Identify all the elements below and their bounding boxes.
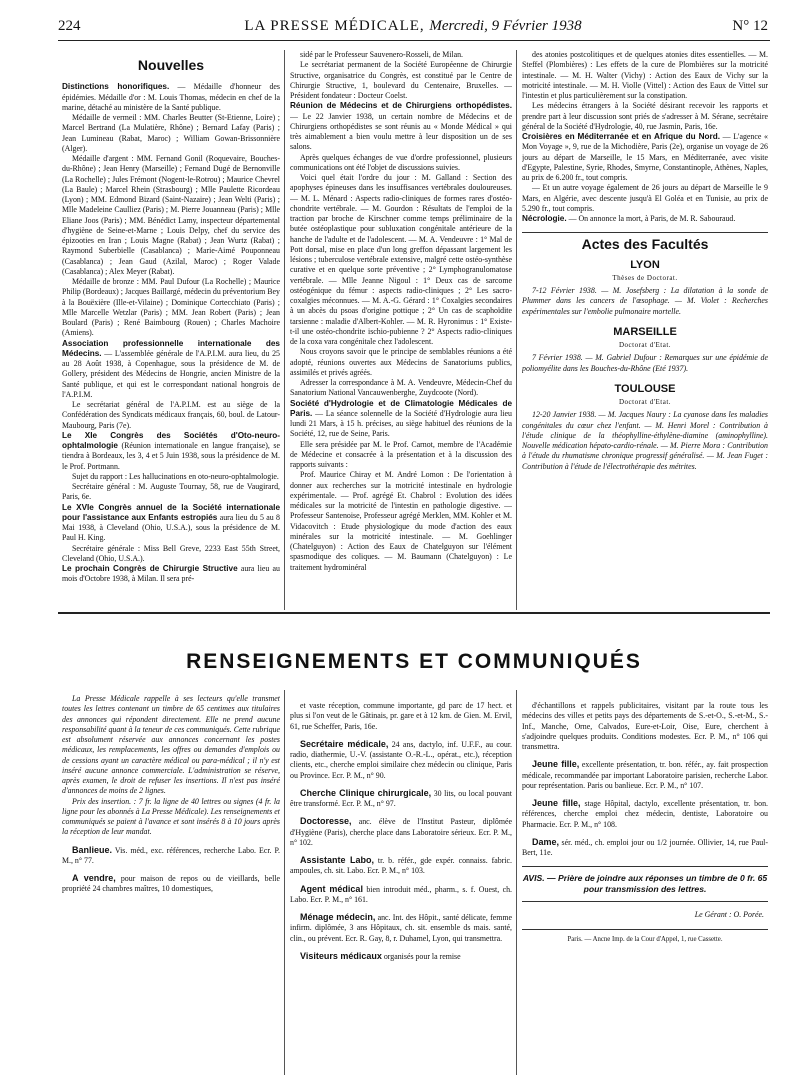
- news-item: [290, 50, 512, 60]
- news-item: [522, 183, 768, 214]
- section-rule: [522, 232, 768, 233]
- news-item: [62, 154, 280, 277]
- news-item-text: Secrétaire général : M. Auguste Tournay, 58, rue de Vaugirard, Paris, 6e.: [62, 482, 280, 502]
- news-item-heading: Croisières en Méditerranée et en Afrique du Nord.: [522, 132, 720, 141]
- news-item-text: — Et un autre voyage également de 26 jours au départ de Marseille le 9 Mars, en Algérie, avec descente jusqu'à El Goléa et en Tunisie, au prix de 5.290 fr., tout compris.: [522, 183, 768, 213]
- classified-ad-text: excellente présentation, tr. bon. référ., ay. fait prospection médicale, recommandée par important Laboratoire parisien, recherche Labor. pour représentation. Paris ou banlieue. Ecr. P. M., n° 107.: [522, 760, 768, 790]
- faculty-theses: 7 Février 1938. — M. Gabriel Dufour : Remarques sur une épidémie de poliomyélite dans les Bouches-du-Rhône (Eté 1937).: [522, 353, 768, 373]
- classified-ad: [290, 884, 512, 906]
- classified-ad-heading: Banlieue.: [72, 844, 113, 855]
- news-item-heading: Distinctions honorifiques.: [62, 82, 170, 92]
- classified-ad: [290, 739, 512, 781]
- classified-ad-heading: Cherche Clinique chirurgicale,: [300, 787, 432, 798]
- classified-ad-heading: Assistante Labo,: [300, 855, 374, 865]
- nouvelles-col2-items: [290, 50, 512, 573]
- news-item: [62, 113, 280, 154]
- news-item-text: Médaille de vermeil : MM. Charles Beutter (St-Etienne, Loire) ; Marcel Bertrand (La Mulatière, Rhône) ; Bernard Lafay (Paris) ; Jean Lumineau (Rabat, Maroc) ; William Gowan-Brissonnière (Alger).: [62, 113, 280, 153]
- news-item-heading: Le XVIe Congrès annuel de la Société internationale pour l'assistance aux Enfants estropiés: [62, 502, 280, 522]
- news-item-heading: Société d'Hydrologie et de Climatologie Médicales de Paris.: [290, 398, 512, 418]
- news-item: [290, 347, 512, 378]
- news-item-text: Le secrétariat général de l'A.P.I.M. est au siège de la Confédération des Syndicats médicaux français, 60, boul. de Latour-Maubourg, Paris (7e).: [62, 400, 280, 430]
- news-item: [290, 399, 512, 440]
- classified-list-1: [62, 845, 280, 895]
- faculty-city: LYON: [630, 258, 660, 271]
- classified-ad-heading: Visiteurs médicaux: [300, 950, 382, 961]
- column-divider: [516, 50, 517, 610]
- nouvelles-title: Nouvelles: [137, 58, 205, 73]
- news-item: [62, 482, 280, 503]
- news-item: [62, 503, 280, 544]
- news-item: [62, 82, 280, 113]
- news-item-text: Médaille d'argent : MM. Fernand Gonil (Roquevaire, Bouches-du-Rhône) ; Jean Henry (Marseille) ; Fernand Dugé de Bernonville (La Rochelle) ; Jules Frémont (Nogent-le-Rotrou) ; Maurice Chevrel (La Baule) ; Marcel Rhein (Strasbourg) ; Mlle Paulette Ricordeau (Lyon) ; MM. Edmond Bizard (Saint-Nazaire) ; Jean Welti (Paris) ; Mlle Madeleine Caulliez (Paris) ; M. Pierre Jouanneau (Paris) ; Mlle Eliane Joos (Paris) ; MM. Bénédict Lamy, inspecteur départemental d'hygiène de Seine-et-Marne ; Louis Delpy, chef du service des épizooties en Iran ; Louis Magne (Rabat) ; Jean Wurtz (Rabat) ; Raymond Suberbielle (Casablanca) ; Marie-Aimé Pouponneau (Casablanca) ; Jean Gaud (Azilal, Maroc) ; Roger Valade (Casablanca) ; Alex Meyer (Rabat).: [62, 154, 280, 276]
- classified-list-2: [290, 701, 512, 962]
- intro-notice: La Presse Médicale rappelle à ses lecteurs qu'elle transmet toutes les lettres contenant un timbre de 65 centimes aux titulaires des annonces qui répondent directement. Elle ne prend aucune responsabilité quant à la teneur de ces communiqués. Cette rubrique est absolument réservée aux annonces concernant les postes médicaux, les remplacements, les offres ou demandes d'emplois ou de cessions ayant un caractère médical ou para-médical ; il n'y est inséré aucune annonce commerciale. L'administration se réserve, après examen, le droit de refuser les insertions. Il n'est pas inséré d'annonces de moins de 2 lignes.: [62, 694, 280, 796]
- actes-title: Actes des Facultés: [581, 236, 709, 253]
- news-item-text: Elle sera présidée par M. le Prof. Carnot, membre de l'Académie de Médecine et consacrée à la présentation et à la discussion des rapports suivants :: [290, 439, 512, 469]
- classified-ad-text: 30 lits, ou local pouvant être transformé. Ecr. P. M., n° 97.: [290, 788, 512, 808]
- news-item: [62, 544, 280, 565]
- journal-name: LA PRESSE MÉDICALE,: [244, 18, 425, 34]
- page-number: 224: [58, 18, 81, 34]
- classified-ad-heading: Secrétaire médicale,: [300, 738, 389, 749]
- news-item: [62, 339, 280, 401]
- faculty-list: [522, 260, 768, 472]
- issue-date: Mercredi, 9 Février 1938: [429, 18, 582, 34]
- news-item: [62, 431, 280, 472]
- news-item-heading: Réunion de Médecins et de Chirurgiens orthopédistes.: [290, 101, 512, 111]
- nouvelles-column-2: [290, 50, 512, 606]
- classified-ad-text: anc. Int. des Hôpit., santé délicate, femme infirm. diplômée, 3 ans Hôpitaux, ch. sit. ensemble ds mais. santé, clin., ou prévent. Ecr. R. Gay, 8, r. Duhamel, Lyon, qui transmettra.: [290, 913, 512, 943]
- news-item-text: Voici quel était l'ordre du jour : M. Galland : Section des apophyses épineuses dans les insuffisances vertébrales douloureuses. — M. L. Ménard : Aspects radio-cliniques de formes rares d'ostéo-chondrite vertébrale. — M. Gourdon : Résultats de l'emploi de la traction par broche de Kirschner comme temps préliminaire de la butée ostéoplastique pour subluxation congénitale antérieure de la hanche de l'adulte et de l'adolescent. — M. A. Vendeuvre : 1° Mal de Pott dorsal, mise en place d'un long greffon dépassant largement les lésions ; tuberculose vertébrale extensive, malgré cette ostéo-synthèse curative et en quelque sorte préventive ; 2° Lymphogranulomatose vertébrale. — Mlle Jeanne Nigoul : 1° Deux cas de sarcome ostéogénique du fémur : aspects radio-cliniques ; 2° Les sacro-coxalgies méconnues. — M. A.-G. Gérard : 1° Coxalgies secondaires à un abcès du psoas d'origine pottique ; 2° Un cas de scaphoïdite tarsienne : maladie d'Albert-Kohler. — M. R. Hyronimus : 1° Existe-t-il une ostéo-chondrite ischio-pubienne ? 2° Aspects radio-cliniques de la coxa vara congénitale chez l'adolescent.: [290, 173, 512, 346]
- classified-ad-text: organisés pour la remise: [383, 951, 461, 961]
- news-item: [62, 277, 280, 339]
- classified-ad-heading: Dame,: [532, 836, 560, 847]
- news-item: [522, 132, 768, 183]
- printer-imprint: Paris. — Ancne Imp. de la Cour d'Appel, 1, rue Cassette.: [522, 929, 768, 945]
- classified-ad: [290, 912, 512, 944]
- classified-ad-heading: Jeune fille,: [532, 759, 580, 770]
- news-item-heading: Le XIe Congrès des Sociétés d'Oto-neuro-ophtalmologie: [62, 430, 280, 450]
- page-header: [58, 18, 768, 40]
- column-divider: [284, 690, 285, 1075]
- nouvelles-column-3: [522, 50, 768, 606]
- news-item: [290, 440, 512, 471]
- classified-ad: [290, 855, 512, 877]
- news-item-text: (Réunion internationale en langue française), se tiendra à Bordeaux, les 3, 4 et 5 Juin 1938, sous la présidence de M. le Prof. Portmann.: [62, 441, 280, 471]
- classified-ad-heading: Ménage médecin,: [300, 912, 376, 922]
- price-notice: Prix des insertion. : 7 fr. la ligne de 40 lettres ou signes (4 fr. la ligne pour les abonnés à La Presse Médicale). Les renseignements et communiqués se paient à l'avance et sont insérés 8 à 10 jours après la réception de leur mandat.: [62, 796, 280, 837]
- renseignements-column-2: [290, 694, 512, 1074]
- section-divider: [58, 612, 770, 614]
- news-item-text: Prof. Maurice Chiray et M. André Lomon : De l'orientation à donner aux recherches sur la motricité intestinale en hydrologie expérimentale. — Prof. agrégé Et. Chabrol : Evolution des idées médicales sur la motricité de l'intestin en pathologie digestive. — Professeur Santenoise, Professeur agrégé Merklen, MM. Kohler et M. Vidacovitch : Etude physiologique du mode d'action des eaux minérales sur la motricité intestinale. — M. Goehlinger (Chatelguyon) : Action des Eaux de Chatelguyon sur l'élément spasmodique des coliques. — M. Baumann (Chatelguyon) : Le traitement hydrominéral: [290, 470, 512, 572]
- classified-ad-text: et vaste réception, commune importante, gd parc de 17 hect. et plus si l'on veut de le Gâtinais, pr. gare et à 12 km. de Gien. M. Ervil, 61, rue Scheffer, Paris, 16e.: [290, 701, 512, 731]
- classified-ad-text: pour maison de repos ou de vieillards, belle propriété 24 chambres maîtres, 10 domestiques,: [62, 874, 280, 894]
- news-item-text: Après quelques échanges de vue d'ordre professionnel, plusieurs communications ont été l'objet de discussions suivies.: [290, 152, 512, 172]
- classified-ad: [290, 788, 512, 810]
- news-item-text: sidé par le Professeur Sauvenero-Rosseli, de Milan.: [300, 50, 464, 59]
- news-item-text: Le secrétariat permanent de la Société Européenne de Chirurgie Structive, organisatrice du Congrès, est constitué par le Centre de Chirurgie Structive, 1, boulevard du Centenaire, Bruxelles. — Président fondateur : Docteur Coelst.: [290, 60, 512, 100]
- classified-ad: [522, 837, 768, 859]
- gerant-line: Le Gérant : O. Porée.: [694, 910, 764, 920]
- news-item: [290, 101, 512, 152]
- classified-ad-text: tr. b. référ., gde expér. connaiss. fabric. ampoules, ch. sit. Labo. Ecr. P. M., n° 103.: [290, 856, 512, 876]
- nouvelles-column-1: [62, 58, 280, 606]
- news-item: [290, 470, 512, 573]
- faculty-theses: 7-12 Février 1938. — M. Josefsberg : La dilatation à la sonde de Plummer dans les cancers de l'œsophage. — M. Violet : Recherches expérimentales sur l'embolie pulmonaire mortelle.: [522, 286, 768, 316]
- news-item-text: aura lieu du 5 au 8 Mai 1938, à Cleveland (Ohio, U.S.A.), sous la présidence de M. Paul H. King.: [62, 512, 280, 543]
- column-divider: [284, 50, 285, 610]
- news-item: [522, 50, 768, 101]
- news-item-text: Nous croyons savoir que le principe de semblables réunions a été adopté, réunions ouvertes aux Médecins de Sanatoriums publics, assimilés et privés agréés.: [290, 347, 512, 377]
- classified-list-3: [522, 701, 768, 858]
- classified-ad-heading: A vendre,: [72, 873, 116, 883]
- column-divider: [516, 690, 517, 1075]
- classified-ad-text: d'échantillons et rappels publicitaires, visitant par la route tous les médecins des villes et petits pays des départements de S.-et-O., S.-et-M., S.-Inf., Manche, Orne, Calvados, Eure-et-Loir, Oise, Eure, cherchent à s'adjoindre quelques produits. Conditions modestes. Ecr. P. M., n° 106 qui transmettra.: [522, 701, 768, 751]
- faculty-theses: 12-20 Janvier 1938. — M. Jacques Naury : La cyanose dans les maladies congénitales du cœur chez l'enfant. — M. Henri Morel : Contribution à l'étude clinique de la théophylline-éthylène-diamine (aminophylline). Nouvelle médication hépato-cardio-rénale. — M. Pierre Mora : Contribution à l'étude du rhumatisme chronique progressif généralisé. — M. Jean Fuget : Contribution à l'étude de l'électrothérapie des métrites.: [522, 410, 768, 471]
- news-item: [290, 153, 512, 174]
- news-item: [290, 60, 512, 101]
- faculty-degree: Doctorat d'Etat.: [618, 341, 672, 349]
- nouvelles-col1-items: [62, 82, 280, 584]
- classified-ad-text: anc. élève de l'Institut Pasteur, diplômée d'Hygiène (Paris), cherche place dans Laboratoire sérieux. Ecr. P. M., n° 102.: [290, 817, 512, 847]
- news-item-heading: Nécrologie.: [522, 214, 567, 223]
- news-item-text: Médaille de bronze : MM. Paul Dufour (La Rochelle) ; Maurice Philip (Bordeaux) ; Jacques Baillargé, médecin du préventorium Bey à la Bouëxière (Ille-et-Vilaine) ; Dominique Cortecchiato (Paris) ; Mlle Marcelle Wetzlar (Paris) ; MM. Jean Robert (Paris) ; Jean Boulard (Paris) ; René Baimbourg (Rouen) ; Charles Machoire (Amiens).: [62, 277, 280, 338]
- classified-ad: [62, 845, 280, 867]
- renseignements-column-3: [522, 694, 768, 1074]
- news-item-text: — L'agence « Mon Voyage », 9, rue de la Michodière, Paris (2e), organise un voyage de 26 jours au départ de Marseille, le 15 Mars, en Méditerranée, avec visite d'Egypte, Palestine, Syrie, Rhodes, Smyrne, Constantinople, Athènes, Naples, au prix de 6.200 fr., tout compris.: [522, 132, 768, 182]
- news-item: [522, 101, 768, 132]
- header-rule: [58, 40, 770, 41]
- news-item: [290, 378, 512, 399]
- classified-ad: [290, 951, 512, 962]
- nouvelles-col3-items: [522, 50, 768, 224]
- classified-ad-text: stage Hôpital, dactylo, excellente présentation, tr. bon. références, cherche emploi chez médecin, dentiste, Laboratoire ou Pharmacie. Ecr. P. M., n° 108.: [522, 799, 768, 829]
- avis-notice: AVIS. — Prière de joindre aux réponses un timbre de 0 fr. 65 pour transmission des lettres.: [522, 866, 768, 902]
- classified-ad: [522, 701, 768, 752]
- classified-ad-text: Vis. méd., exc. références, recherche Labo. Ecr. P. M., n° 77.: [62, 845, 280, 865]
- classified-ad-heading: Jeune fille,: [532, 798, 581, 808]
- news-item-text: — La séance solennelle de la Société d'Hydrologie aura lieu lundi 21 Mars, à 15 h. précises, au siège habituel des réunions de la Société, 12, rue de Seine, Paris.: [290, 408, 512, 439]
- news-item-text: Les médecins étrangers à la Société désirant recevoir les rapports et prendre part à leur discussion sont priés de s'adresser à M. Sérane, secrétaire général de la Société d'Hydrologie, 40, rue Jasmin, Paris, 16e.: [522, 101, 768, 131]
- classified-ad: [522, 759, 768, 791]
- classified-ad: [290, 701, 512, 732]
- faculty-city: TOULOUSE: [614, 382, 676, 395]
- news-item: [522, 214, 768, 224]
- classified-ad-heading: Agent médical: [300, 883, 363, 894]
- faculty-degree: Thèses de Doctorat.: [612, 273, 678, 282]
- news-item-text: aura lieu au mois d'Octobre 1938, à Milan. Il sera pré-: [62, 564, 280, 584]
- news-item-text: des atonies postcolitiques et de quelques atonies dites essentielles. — M. Steffel (Plombières) : Les effets de la cure de Plombières sur la motricité intestinale. — M. H. Walter (Vichy) : Action des Eaux de Vichy sur la motricité intestinale. — M. H. Violle (Vittel) : Action des Eaux de Vittel sur l'intestin et plus particulièrement sur la constipation.: [522, 50, 768, 100]
- news-item: [62, 472, 280, 482]
- journal-title: [58, 18, 768, 35]
- classified-ad-text: bien introduit méd., pharm., s. f. Ouest, ch. Labo. Ecr. P. M., n° 161.: [290, 884, 512, 904]
- news-item: [62, 564, 280, 585]
- news-item-text: Adresser la correspondance à M. A. Vendeuvre, Médecin-Chef du Sanatorium National Vancauwenberghe, Zuydcoote (Nord).: [290, 378, 512, 398]
- classified-ad: [522, 798, 768, 830]
- classified-ad: [290, 816, 512, 848]
- issue-number: N° 12: [732, 18, 768, 34]
- news-item-text: — L'assemblée générale de l'A.P.I.M. aura lieu, du 25 au 28 Août 1938, à Copenhague, sous la présidence de M. de Gollery, président des Médecins de Hongrie, ancien Ministre de la Santé publique, et qui est le correspondant national hongrois de l'A.P.I.M.: [62, 348, 280, 399]
- news-item-text: — Médaille d'honneur des épidémies. Médaille d'or : M. Louis Thomas, médecin en chef de la marine, détaché au ministère de la Santé publique.: [62, 82, 280, 112]
- renseignements-column-1: [62, 694, 280, 1074]
- faculty-city: MARSEILLE: [613, 325, 677, 338]
- classified-ad-heading: Doctoresse,: [300, 816, 352, 827]
- faculty-degree: Doctorat d'Etat.: [618, 398, 672, 406]
- news-item: [62, 400, 280, 431]
- renseignements-title: RENSEIGNEMENTS ET COMMUNIQUÉS: [186, 650, 642, 673]
- classified-ad-text: sér. méd., ch. emploi jour ou 1/2 journée. Ollivier, 14, rue Paul-Bert, 11e.: [522, 837, 768, 857]
- news-item-text: — On annonce la mort, à Paris, de M. R. Sabouraud.: [568, 214, 736, 223]
- classified-ad: [62, 873, 280, 895]
- news-item-heading: Le prochain Congrès de Chirurgie Structive: [62, 564, 238, 573]
- classified-ad-text: 24 ans, dactylo, inf. U.F.F., au cour. radio, diathermie, U.-V. (assistante O.-R.-L., opérat., etc.), réception clients, etc., cherche emploi similaire chez médecin ou clinique, Paris ou Province. Ecr. P. M., n° 90.: [290, 739, 512, 780]
- news-item: [290, 173, 512, 347]
- news-item-text: Secrétaire générale : Miss Bell Greve, 2233 East 55th Street, Cleveland (Ohio, U.S.A.).: [62, 543, 280, 563]
- news-item-heading: Association professionnelle internationale des Médecins.: [62, 338, 280, 358]
- news-item-text: Sujet du rapport : Les hallucinations en oto-neuro-ophtalmologie.: [72, 471, 279, 481]
- news-item-text: — Le 22 Janvier 1938, un certain nombre de Médecins et de Chirurgiens orthopédistes se sont réunis au « Monde Médical » qui très aimablement a bien voulu mettre à leur disposition un de ses salons.: [290, 111, 512, 152]
